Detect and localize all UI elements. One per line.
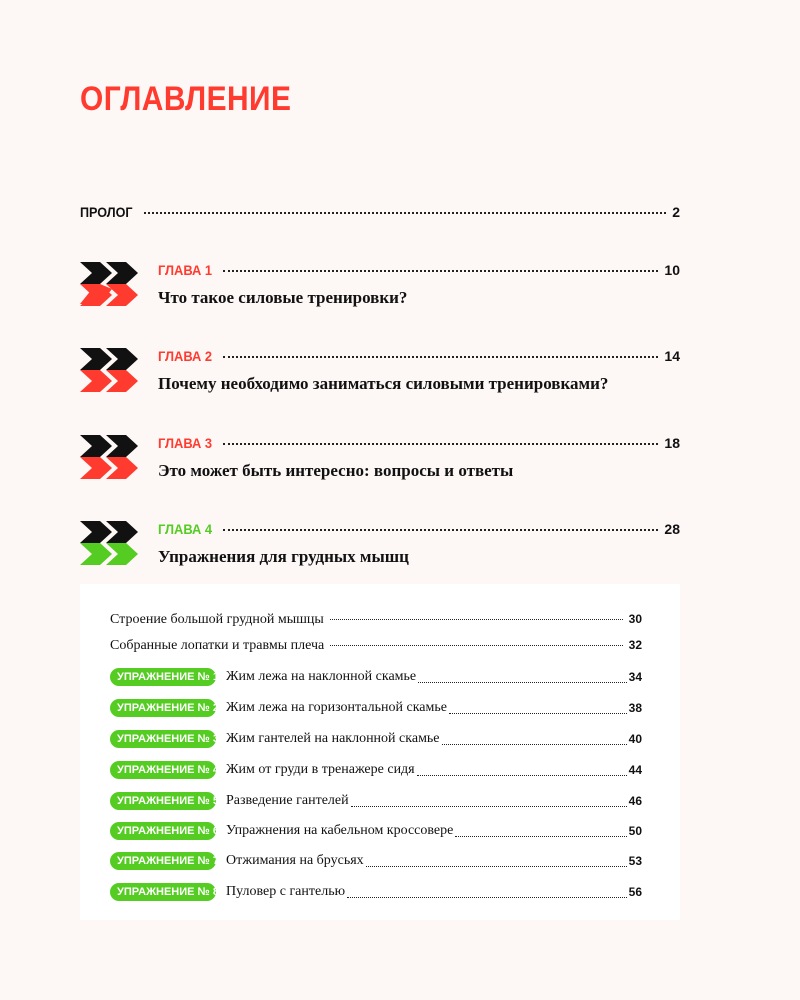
chapter-title: Что такое силовые тренировки?: [158, 288, 408, 307]
chapter-title: Почему необходимо заниматься силовыми тренировками?: [158, 374, 609, 393]
chapter-title: Упражнения для грудных мышц: [158, 547, 409, 566]
toc-subsection[interactable]: [110, 612, 642, 634]
chapter-chevron-icon: [80, 262, 144, 306]
toc-chapter-2[interactable]: [80, 348, 680, 408]
toc-exercise[interactable]: [110, 759, 642, 781]
exercise-title: Упражнения на кабельном кроссовере: [226, 823, 454, 838]
leader-dots: [144, 212, 666, 214]
exercise-page: 34: [628, 670, 642, 684]
toc-exercise[interactable]: [110, 790, 642, 812]
chapter-page: 14: [664, 348, 680, 364]
leader-dots: [223, 270, 659, 272]
chapter-label: ГЛАВА 2: [158, 348, 213, 364]
toc-exercise[interactable]: [110, 881, 642, 903]
chapter-chevron-icon: [80, 435, 144, 479]
page-title: ОГЛАВЛЕНИЕ: [80, 80, 292, 118]
subsection-title: Собранные лопатки и травмы плеча: [110, 638, 325, 653]
exercise-title: Разведение гантелей: [226, 793, 349, 808]
leader-dots: [449, 713, 627, 714]
toc-chapter-4[interactable]: [80, 521, 680, 581]
chapter-label: ГЛАВА 4: [158, 521, 213, 537]
chapter-4-contents-panel: [80, 584, 680, 920]
chapter-chevron-icon: [80, 521, 144, 565]
exercise-page: 40: [628, 732, 642, 746]
subsection-page: 32: [628, 638, 642, 652]
toc-exercise[interactable]: [110, 697, 642, 719]
toc-exercise[interactable]: [110, 820, 642, 842]
leader-dots: [223, 529, 659, 531]
subsection-title: Строение большой грудной мышцы: [110, 612, 324, 627]
exercise-badge: УПРАЖНЕНИЕ № 5: [110, 792, 216, 810]
exercise-badge: УПРАЖНЕНИЕ № 4: [110, 761, 216, 779]
leader-dots: [223, 356, 659, 358]
subsection-page: 30: [628, 612, 642, 626]
exercise-badge: УПРАЖНЕНИЕ № 7: [110, 852, 216, 870]
toc-exercise[interactable]: [110, 728, 642, 750]
chapter-label: ГЛАВА 3: [158, 435, 213, 451]
exercise-title: Жим от груди в тренажере сидя: [226, 762, 415, 777]
leader-dots: [455, 836, 626, 837]
toc-chapter-1[interactable]: [80, 262, 680, 322]
leader-dots: [330, 645, 622, 646]
chapter-page: 18: [664, 435, 680, 451]
exercise-title: Жим лежа на наклонной скамье: [226, 669, 417, 684]
exercise-badge: УПРАЖНЕНИЕ № 3: [110, 730, 216, 748]
exercise-badge: УПРАЖНЕНИЕ № 2: [110, 699, 216, 717]
exercise-title: Жим лежа на горизонтальной скамье: [226, 700, 447, 715]
leader-dots: [366, 866, 627, 867]
leader-dots: [330, 619, 623, 620]
exercise-title: Жим гантелей на наклонной скамье: [226, 731, 440, 746]
toc-entry-prolog[interactable]: [80, 204, 680, 220]
exercise-title: Отжимания на брусьях: [226, 853, 364, 868]
exercise-page: 44: [628, 763, 642, 777]
exercise-page: 46: [628, 794, 642, 808]
toc-chapter-3[interactable]: [80, 435, 680, 495]
toc-exercise[interactable]: [110, 850, 642, 872]
toc-subsection[interactable]: [110, 638, 642, 660]
exercise-badge: УПРАЖНЕНИЕ № 6: [110, 822, 216, 840]
chapter-page: 10: [664, 262, 680, 278]
leader-dots: [347, 897, 627, 898]
leader-dots: [417, 775, 627, 776]
exercise-title: Пуловер с гантелью: [226, 884, 346, 899]
exercise-page: 38: [628, 701, 642, 715]
leader-dots: [223, 443, 659, 445]
leader-dots: [351, 806, 627, 807]
exercise-page: 53: [628, 854, 642, 868]
toc-exercise[interactable]: [110, 666, 642, 688]
exercise-page: 50: [628, 824, 642, 838]
chapter-title: Это может быть интересно: вопросы и ответы: [158, 461, 514, 480]
leader-dots: [418, 682, 627, 683]
chapter-page: 28: [664, 521, 680, 537]
exercise-badge: УПРАЖНЕНИЕ № 8: [110, 883, 216, 901]
chapter-chevron-icon: [80, 348, 144, 392]
exercise-badge: УПРАЖНЕНИЕ № 1: [110, 668, 216, 686]
prolog-label: ПРОЛОГ: [80, 204, 133, 220]
leader-dots: [442, 744, 627, 745]
chapter-label: ГЛАВА 1: [158, 262, 213, 278]
prolog-page: 2: [672, 204, 680, 220]
exercise-page: 56: [628, 885, 642, 899]
